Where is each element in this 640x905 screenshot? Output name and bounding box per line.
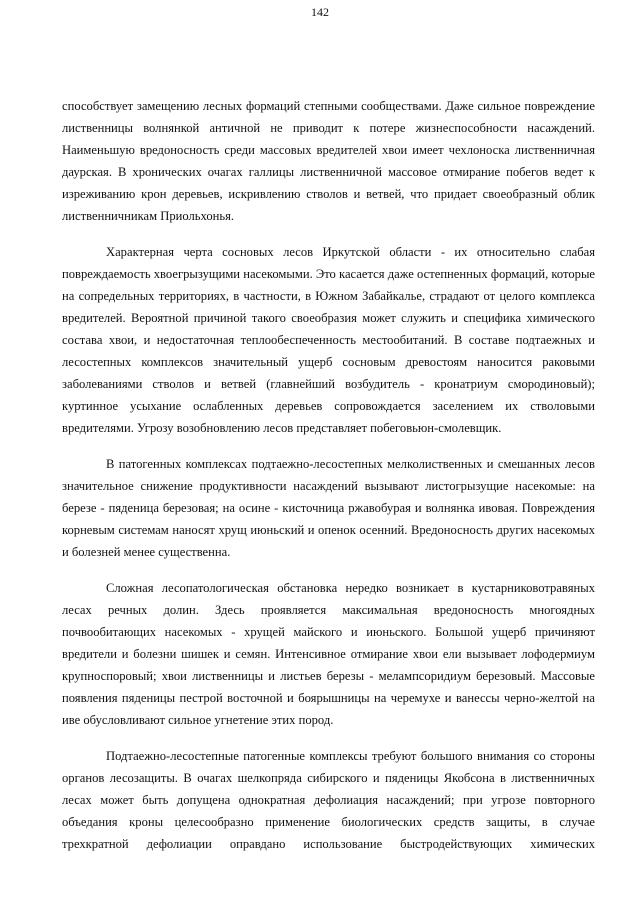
paragraph-river-valley-forests: Сложная лесопатологическая обстановка нередко возникает в кустарниковотравяных лесах речных долин. Здесь проявляется максимальная вредоносность многоядных почвообитающих насекомых - хрущей майского и июньского. Большой ущерб причиняют вредители и болезни шишек и семян. Интенсивное отмирание хвои ели вызывает лофодермиум крупноспоровый; хвои лиственницы и листьев березы - мелампсоридиум березовый. Массовые появления пяденицы пестрой восточной и боярышницы на черемухе и ванессы черно-желтой на иве обусловливают сильное угнетение этих пород. — [62, 581, 595, 727]
paragraph-small-leaved-forests: В патогенных комплексах подтаежно-лесостепных мелколиственных и смешанных лесов значительное снижение продуктивности насаждений вызывают листогрызущие насекомые: на березе - пяденица березовая; на осине - кисточница ржавобурая и волнянка ивовая. Повреждения корневым системам наносят хрущ июньский и опенок осенний. Вредоносность других насекомых и болезней менее существенна. — [62, 457, 595, 559]
page-number: 142 — [311, 5, 329, 19]
document-body — [62, 95, 595, 855]
paragraph-pine-forests: Характерная черта сосновых лесов Иркутской области - их относительно слабая повреждаемость хвоегрызущими насекомыми. Это касается даже остепненных формаций, которые на сопредельных территориях, в частности, в Южном Забайкалье, страдают от целого комплекса вредителей. Вероятной причиной такого своеобразия может служить и специфика химического состава хвои, и недостаточная теплообеспеченность местообитаний. В составе подтаежных и лесостепных комплексов значительный ущерб сосновым древостоям наносится раковыми заболеваниями стволов и ветвей (главнейший возбудитель - кронатриум смородиновый); куртинное усыхание ослабленных деревьев сопровождается заселением их стволовыми вредителями. Угрозу возобновлению лесов представляет побеговьюн-смолевщик. — [62, 245, 595, 435]
paragraph-forest-protection: Подтаежно-лесостепные патогенные комплексы требуют большого внимания со стороны органов лесозащиты. В очагах шелкопряда сибирского и пяденицы Якобсона в лиственничных лесах может быть допущена однократная дефолиация насаждений; при угрозе повторного объедания кроны целесообразно применение биологических средств защиты, в случае трехкратной дефолиации оправдано использование быстродействующих химических — [62, 749, 595, 851]
paragraph-continuation: способствует замещению лесных формаций степными сообществами. Даже сильное повреждение лиственницы волнянкой античной не приводит к потере жизнеспособности насаждений. Наименьшую вредоносность среди массовых вредителей хвои имеет чехлоноска лиственничная даурская. В хронических очагах галлицы лиственничной массовое отмирание побегов ведет к изреживанию крон деревьев, искривлению стволов и ветвей, что придает своеобразный облик лиственничникам Приольхонья. — [62, 99, 595, 223]
